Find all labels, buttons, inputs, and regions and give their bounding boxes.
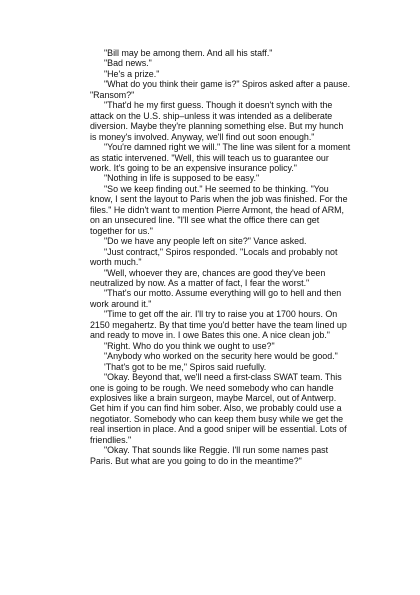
paragraph: "Well, whoever they are, chances are good they've been neutralized by now. As a matter of fact, I fear the worst." bbox=[90, 267, 326, 288]
paragraph: "Time to get off the air. I'll try to raise you at 1700 hours. On 2150 megahertz. By that time you'd better have the team lined up and ready to move in. I owe Bates this one. A nice clean job." bbox=[90, 309, 347, 341]
paragraph: "He's a prize." bbox=[104, 68, 160, 79]
paragraph: "Do we have any people left on site?" Vance asked. bbox=[104, 236, 307, 247]
paragraph: "That'd he my first guess. Though it doesn't synch with the attack on the U.S. ship–unless it was intended as a deliberate diversion. Maybe they're planning something else. But my hunch is money's involved. Anyway, we'll find out soon enough." bbox=[90, 100, 344, 142]
paragraph: "Just contract," Spiros responded. "Locals and probably not worth much." bbox=[90, 246, 338, 268]
paragraph: "Okay. That sounds like Reggie. I'll run some names past Paris. But what are you going to do in the meantime?" bbox=[90, 445, 329, 466]
paragraph: "Bill may be among them. And all his staff." bbox=[104, 48, 273, 58]
paragraph: "Bad news." bbox=[104, 58, 152, 69]
paragraph: 'That's got to be me," Spiros said ruefully. bbox=[104, 361, 267, 372]
paragraph: "That's our motto. Assume everything will go to hell and then work around it." bbox=[90, 288, 342, 309]
paragraph: "Okay. Beyond that, we'll need a first-class SWAT team. This one is going to be rough. We need somebody who can handle explosives like a brain surgeon, maybe Marcel, out of Antwerp. Get him if you can find him sober. Also, we probably could use a negotiator. Somebody who can keep them busy while we get the real insertion in place. And a good sniper will be essential. Lots of friendlies." bbox=[90, 372, 347, 445]
paragraph: "Right. Who do you think we ought to use?" bbox=[104, 340, 275, 351]
paragraph: "What do you think their game is?" Spiros asked after a pause. "Ransom?" bbox=[90, 79, 351, 100]
paragraph: "Anybody who worked on the security here would be good." bbox=[104, 351, 338, 362]
paragraph: "So we keep finding out." He seemed to be thinking. "You know, I sent the layout to Paris when the job was finished. For the files." He didn't want to mention Pierre Armont, the head of ARM, on an unsecured line. "I'll see what the office there can get together for us." bbox=[90, 183, 348, 236]
paragraph: "You're damned right we will." The line was silent for a moment as static intervened. "Well, this will teach us to guarantee our work. It's going to be an expensive insurance policy." bbox=[90, 142, 351, 173]
paragraph: "Nothing in life is supposed to be easy." bbox=[104, 173, 260, 184]
